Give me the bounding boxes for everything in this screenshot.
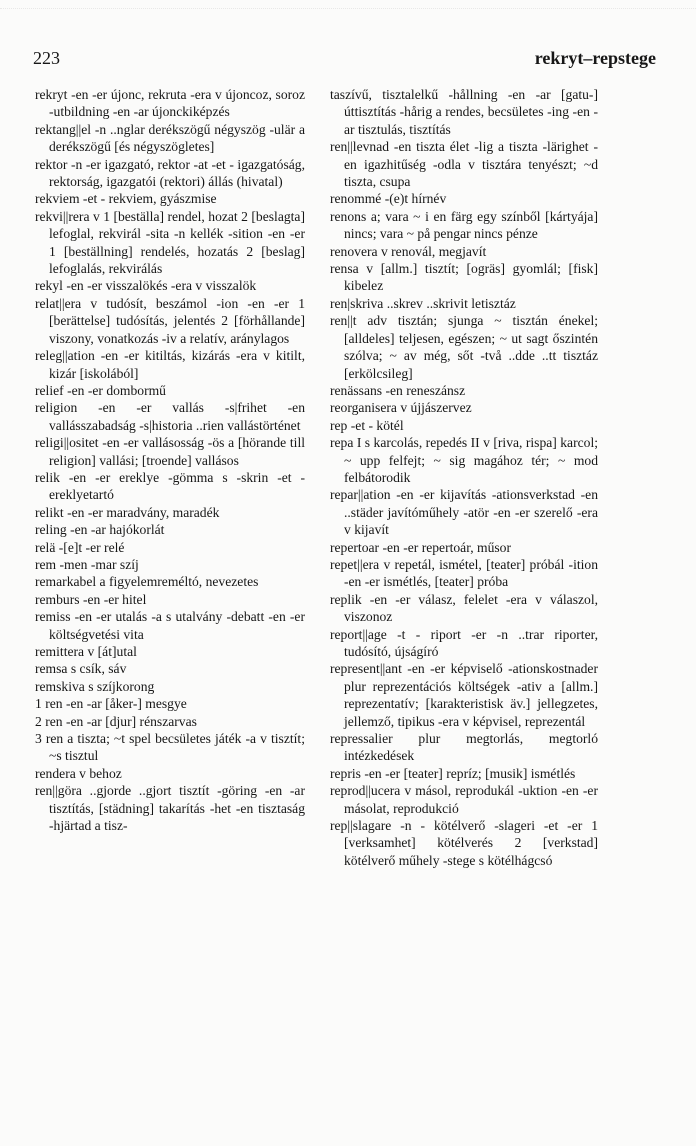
entry: reprod||ucera v másol, reprodukál -uktion -en -er másolat, reprodukció <box>330 783 598 816</box>
entry: rekyl -en -er visszalökés -era v visszalök <box>35 278 257 294</box>
entry: reorganisera v újjászervez <box>330 400 472 416</box>
entry: ren||göra ..gjorde ..gjort tisztít -göring -en -ar tisztítás, [städning] takarítás -het -en tisztaság -hjärtad a tisz- <box>35 783 305 834</box>
entry: repris -en -er [teater] repríz; [musik] ismétlés <box>330 765 576 781</box>
entry: repressalier plur megtorlás, megtorló intézkedések <box>330 731 598 764</box>
entry: renons a; vara ~ i en färg egy színből [kártyája] nincs; vara ~ på pengar nincs pénze <box>330 208 598 242</box>
entry: rensa v [allm.] tisztít; [ogräs] gyomlál; [fisk] kibelez <box>330 261 598 294</box>
entry: rekvi||rera v 1 [beställa] rendel, hozat 2 [beslagta] lefoglal, rekvirál -sita -n kellék -sition -en -er 1 [beställning] rendelés, hozatás 2 [beslag] lefoglalás, rekvirálás <box>35 208 305 277</box>
entry: rep||slagare -n - kötélverő -slageri -et -er 1 [verksamhet] kötélverés 2 [verkstad] kötélverő műhely -stege s kötélhágcsó <box>330 818 598 868</box>
entry: remittera v [át]utal <box>35 644 137 659</box>
entry: replik -en -er válasz, felelet -era v válaszol, viszonoz <box>330 591 598 625</box>
entry: renovera v renovál, megjavít <box>330 243 487 259</box>
entry: rektor -n -er igazgató, rektor -at -et - igazgatóság, rektorság, igazgatói (rektori) állás (hivatal) <box>35 156 305 190</box>
entry: renommé -(e)t hírnév <box>330 191 447 207</box>
entry: ren||levnad -en tiszta élet -lig a tiszta -lärighet -en igazhitűség -odla v tisztára tenyészt; ~d tiszta, csupa <box>330 139 598 190</box>
entry: remsa s csík, sáv <box>35 661 127 677</box>
entry: relä -[e]t -er relé <box>35 539 125 555</box>
entry: repa I s karcolás, repedés II v [riva, rispa] karcol; ~ upp felfejt; ~ sig magához tér; ~ mod felbátorodik <box>330 435 598 485</box>
entry: repet||era v repetál, ismétel, [teater] próbál -ition -en -er ismétlés, [teater] próba <box>330 556 598 590</box>
entry: relat||era v tudósít, beszámol -ion -en -er 1 [berättelse] tudósítás, jelentés 2 [förhållande] viszony, vonatkozás -iv a relatív, aránylagos <box>35 295 305 346</box>
entry: religi||ositet -en -er vallásosság -ös a [hörande till religion] vallási; [troende] vallásos <box>35 435 305 468</box>
entry: remiss -en -er utalás -a s utalvány -debatt -en -er költségvetési vita <box>35 609 305 642</box>
entry: remarkabel a figyelemreméltó, nevezetes <box>35 574 259 590</box>
entry: remskiva s szíjkorong <box>35 678 155 694</box>
entry: religion -en -er vallás -s|frihet -en vallásszabadság -s|historia ..rien vallástörténet <box>35 400 305 433</box>
entry: repertoar -en -er repertoár, műsor <box>330 539 511 555</box>
entry: report||age -t - riport -er -n ..trar riporter, tudósító, újságíró <box>330 626 598 659</box>
entry: 1 ren -en -ar [åker-] mesgye <box>35 696 187 712</box>
running-head: rekryt–repstege <box>534 48 656 68</box>
entry: remburs -en -er hitel <box>35 591 147 607</box>
page-number: 223 <box>33 48 60 68</box>
entry: releg||ation -en -er kitiltás, kizárás -era v kitilt, kizár [iskolából] <box>35 348 305 381</box>
entry: repar||ation -en -er kijavítás -ationsverkstad -en ..städer javítóműhely -atör -en -er szerelő -era v kijavít <box>330 487 598 538</box>
entry: 3 ren a tiszta; ~t spel becsületes játék -a v tisztít; ~s tisztul <box>35 731 305 764</box>
entry: rendera v behoz <box>35 765 122 781</box>
entry: renässans -en reneszánsz <box>330 382 466 398</box>
entry: rektang||el -n ..nglar derékszögű négyszög -ulär a derékszögű [és négyszögletes] <box>35 121 305 155</box>
entry: rekviem -et - rekviem, gyászmise <box>35 191 217 207</box>
entry: rekryt -en -er újonc, rekruta -era v újoncoz, soroz -utbildning -en -ar újonckiképzés <box>35 87 305 120</box>
entry: ren|skriva ..skrev ..skrivit letisztáz <box>330 295 516 311</box>
entry: 2 ren -en -ar [djur] rénszarvas <box>35 713 197 729</box>
entry: taszívű, tisztalelkű -hållning -en -ar [gatu-] úttisztítás -hårig a rendes, becsületes -ing -en -ar tisztulás, tisztítás <box>330 87 598 137</box>
entry: relik -en -er ereklye -gömma s -skrin -et - ereklyetartó <box>35 469 305 503</box>
entry: relikt -en -er maradvány, maradék <box>35 504 220 520</box>
entry: rem -men -mar szíj <box>35 556 139 572</box>
entry: reling -en -ar hajókorlát <box>35 522 165 538</box>
entry: rep -et - kötél <box>330 417 404 433</box>
entry: ren||t adv tisztán; sjunga ~ tisztán énekel; [alldeles] teljesen, egészen; ~ ut sagt őszintén szólva; ~ av még, sőt -två ..dde ..tt tisztáz [erkölcsileg] <box>330 313 598 381</box>
right-column <box>330 86 598 869</box>
left-column <box>35 86 305 834</box>
top-edge-artifact <box>0 2 696 9</box>
entry: relief -en -er dombormű <box>35 382 166 398</box>
entry: represent||ant -en -er képviselő -ationskostnader plur reprezentációs költségek -ativ a [allm.] reprezentatív; [karakteristisk äv.] jellegzetes, jellemző, tipikus -era v képvisel, reprezentál <box>330 661 598 729</box>
